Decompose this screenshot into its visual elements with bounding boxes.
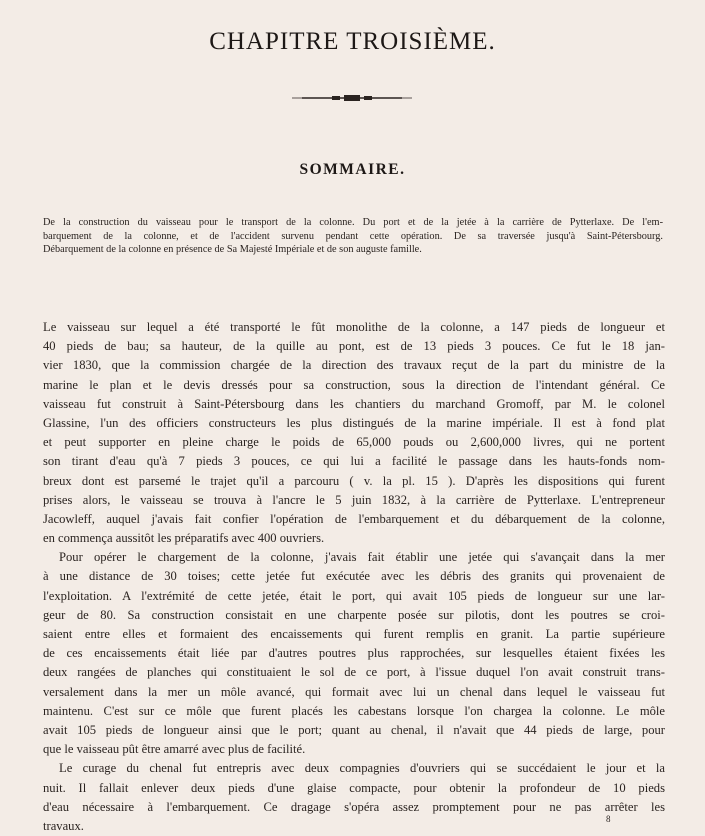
sommaire-heading: SOMMAIRE.	[299, 161, 406, 178]
body-line: travaux.	[43, 818, 84, 833]
body-line: son tirant d'eau qu'à 7 pieds 3 pouces, ce qui lui a facilité le passage dans les hauts-fonds nom-	[43, 454, 665, 469]
body-line: Glassine, l'un des officiers constructeurs les plus distingués de la marine impériale. Il est à fond plat	[43, 415, 665, 430]
body-line: prises alors, le vaisseau se trouva à l'ancre le 5 juin 1832, à la carrière de Pytterlaxe. L'entrepreneur	[43, 492, 665, 507]
ornament-divider	[292, 92, 412, 104]
summary-line: Débarquement de la colonne en présence de Sa Majesté Impériale et de son auguste famille.	[43, 244, 422, 255]
body-line: vaisseau fut construit à Saint-Pétersbourg dans les chantiers du marchand Gromoff, par M. le colonel	[43, 396, 665, 411]
body-line: breux dont est parsemé le trajet qu'il a parcouru ( v. la pl. 15 ). D'après les dispositions qui furent	[43, 473, 665, 488]
body-line: vier 1830, que la commission chargée de la direction des travaux reçut de la part du ministre de la	[43, 358, 665, 373]
body-line: versalement dans la mer un môle avancé, qui formait avec lui un chenal dans lequel le vaisseau fut	[43, 684, 665, 699]
body-line: Le vaisseau sur lequel a été transporté le fût monolithe de la colonne, a 147 pieds de longueur et	[43, 320, 665, 334]
body-line: de ces encaissements était liée par d'autres poutres plus rapprochées, sur lesquelles étaient fixées les	[43, 646, 665, 661]
body-line: que le vaisseau pût être amarré avec plus de facilité.	[43, 742, 306, 757]
body-line: marine le plan et le devis dressés pour sa construction, sous la direction de l'intendant général. Ce	[43, 377, 665, 392]
body-line: Jacowleff, auquel j'avais fait confier l'opération de l'embarquement et du débarquement de la colonne,	[43, 511, 665, 526]
body-line: en commença aussitôt les préparatifs avec 400 ouvriers.	[43, 531, 325, 546]
body-line: deux rangées de planches qui constituaient le sol de ce port, à l'issue duquel l'on avait construit trans-	[43, 665, 665, 680]
body-text	[43, 318, 665, 836]
body-line: d'eau nécessaire à l'embarquement. Ce dragage s'opéra assez promptement pour ne pas arrêter les	[43, 799, 665, 814]
summary-line: barquement de la colonne, et de l'accident survenu pendant cette opération. De sa traversée jusqu'à Saint-Pétersbourg.	[43, 230, 663, 242]
body-line: l'exploitation. A l'extrémité de cette jetée, était le port, qui avait 105 pieds de longueur sur une lar-	[43, 588, 665, 603]
body-line: avait 105 pieds de longueur ainsi que le port; quant au chenal, il n'avait que 44 pieds de large, pour	[43, 722, 665, 737]
body-line: saient entre elles et formaient des encaissements qui furent remplis en granit. La partie supérieure	[43, 627, 665, 641]
body-line: maintenu. C'est sur ce môle que furent placés les cabestans lorsque l'on chargea la colonne. Le môle	[43, 703, 665, 718]
body-line: Le curage du chenal fut entrepris avec deux compagnies d'ouvriers qui se succédaient le jour et la	[59, 761, 665, 776]
body-line: et peut supporter en pleine charge le poids de 65,000 pouds ou 2,600,000 livres, qui ne portent	[43, 435, 665, 450]
summary-block	[43, 216, 663, 257]
body-line: nuit. Il fallait enlever deux pieds d'une glaise compacte, pour obtenir la profondeur de 10 pieds	[43, 780, 665, 795]
page-number: 8	[606, 814, 611, 824]
body-line: à une distance de 30 toises; cette jetée fut exécutée avec les débris des granits qui provenaient de	[43, 569, 665, 584]
body-line: geur de 80. Sa construction consistait en une charpente posée sur pilotis, dont les poutres se croi-	[43, 607, 665, 622]
summary-line: De la construction du vaisseau pour le transport de la colonne. Du port et de la jetée à la carrière de Pytterlaxe. De l'em-	[43, 217, 663, 228]
body-line: 40 pieds de bau; sa hauteur, de la quille au pont, est de 13 pieds 3 pouces. Ce fut le 18 jan-	[43, 339, 665, 354]
chapter-title: CHAPITRE TROISIÈME.	[209, 28, 496, 55]
body-line: Pour opérer le chargement de la colonne, j'avais fait établir une jetée qui s'avançait dans la mer	[59, 550, 665, 565]
